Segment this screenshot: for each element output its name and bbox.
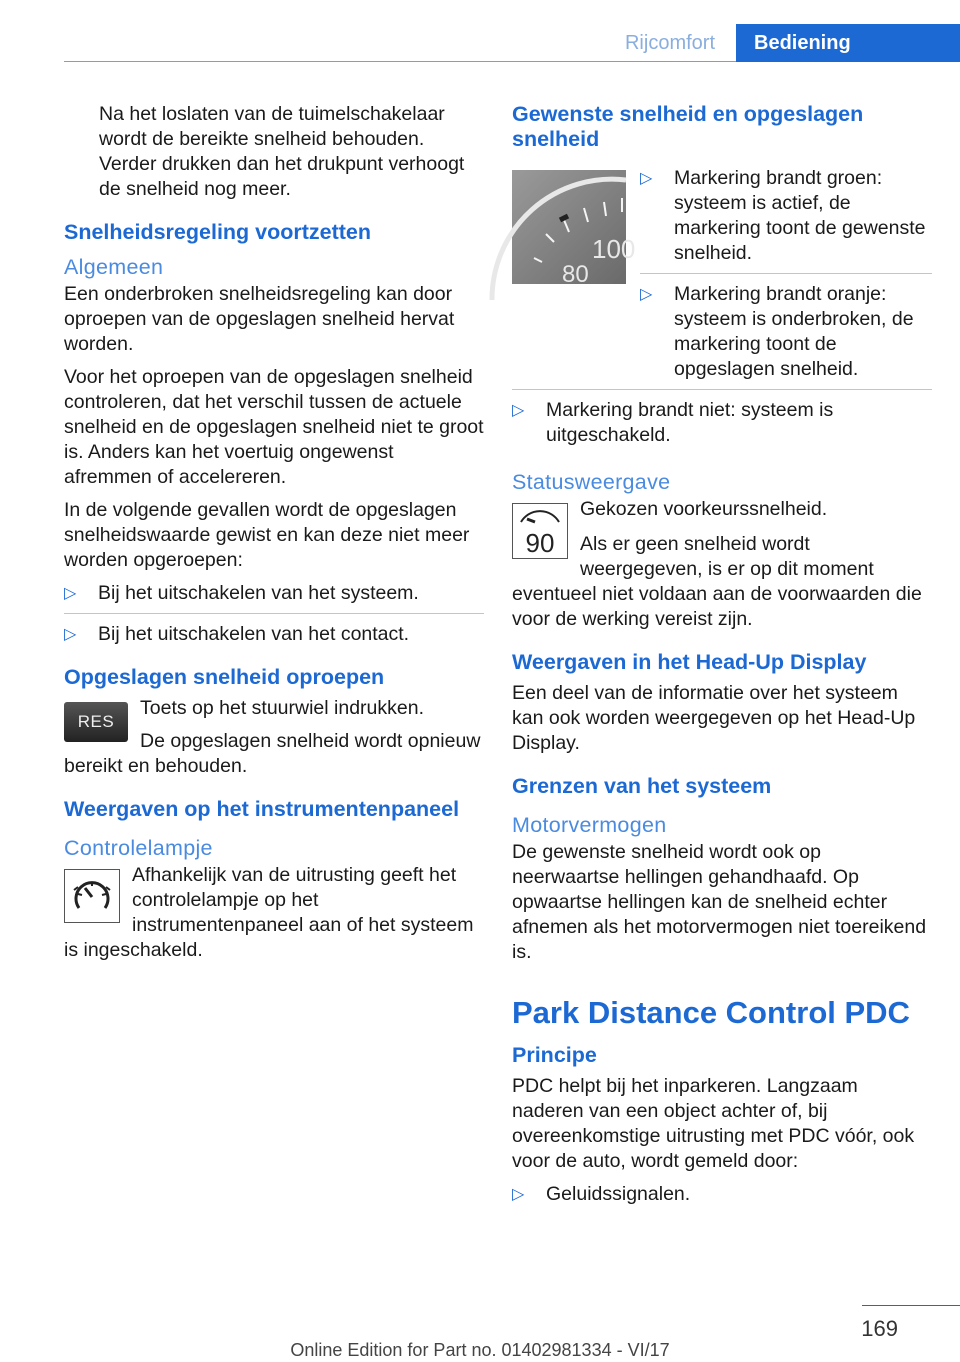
tab-rijcomfort[interactable]: Rijcomfort — [624, 31, 715, 54]
left-column — [64, 102, 484, 971]
gauge-label-80: 80 — [562, 261, 589, 288]
triangle-bullet-icon: ▷ — [640, 286, 653, 303]
list-item: ▷ Bij het uitschakelen van het systeem. — [64, 582, 419, 604]
list-item: ▷ Geluidssignalen. — [512, 1183, 691, 1205]
heading-recall: Opgeslagen snelheid oproepen — [64, 665, 385, 689]
paragraph-4: De opgeslagen snelheid wordt opnieuw bereikt en behouden. — [64, 730, 481, 777]
divider — [640, 273, 932, 274]
gauge-label-100: 100 — [592, 234, 636, 264]
right-column — [512, 102, 932, 1214]
divider — [64, 613, 484, 614]
res-button-icon: RES — [64, 702, 128, 742]
paragraph-1: Een onderbroken snelheidsregeling kan door oproepen van de opgeslagen snelheid hervat worden. — [64, 283, 455, 355]
list-item: ▷ Bij het uitschakelen van het contact. — [64, 623, 410, 645]
tab-bediening[interactable]: Bediening — [736, 24, 960, 62]
heading-display: Weergaven op het instrumentenpaneel — [64, 797, 460, 821]
list-item: ▷ Markering brandt niet: systeem is uitgeschakeld. — [512, 399, 834, 446]
off-list — [512, 398, 932, 448]
footer-rule — [862, 1305, 960, 1306]
triangle-bullet-icon: ▷ — [64, 626, 77, 643]
engine-paragraph: De gewenste snelheid wordt ook op neerwaartse hellingen gehandhaafd. Op opwaartse hellingen kan de snelheid echter afnemen als het motorvermogen niet toereikend is. — [512, 841, 927, 963]
heading-continue: Snelheidsregeling voortzetten — [64, 220, 372, 244]
erase-list — [64, 581, 484, 647]
status-paragraph: Als er geen snelheid wordt weergegeven, is er op dit moment eventueel niet voldaan aan de voorwaarden die voor de werking vereist zijn. — [512, 533, 922, 630]
heading-principle: Principe — [512, 1043, 597, 1067]
status-text: Gekozen voorkeurssnelheid. — [580, 498, 828, 520]
speedometer-gauge-image — [512, 170, 636, 288]
speed-status-icon — [512, 503, 568, 559]
triangle-bullet-icon: ▷ — [512, 402, 525, 419]
status-value: 90 — [525, 528, 555, 558]
lamp-text: Afhankelijk van de uitrusting geeft het controlelampje op het instrumentenpaneel aan of het systeem is ingeschakeld. — [64, 864, 474, 961]
list-item: ▷ Markering brandt groen: systeem is actief, de markering toont de gewenste snelheid. — [640, 167, 926, 264]
triangle-bullet-icon: ▷ — [64, 585, 77, 602]
heading-desired: Gewenste snelheid en opgeslagen snelheid — [512, 102, 864, 151]
triangle-bullet-icon: ▷ — [512, 1186, 525, 1203]
heading-status: Statusweergave — [512, 470, 671, 494]
heading-engine: Motorvermogen — [512, 813, 667, 837]
paragraph-2: Voor het oproepen van de opgeslagen snelheid controleren, dat het verschil tussen de actuele snelheid en de opgeslagen snelheid niet te groot is. Anders kan het voertuig ongewenst afremmen of accelereren. — [64, 366, 484, 488]
marker-list — [640, 166, 932, 382]
pdc-paragraph: PDC helpt bij het inparkeren. Langzaam naderen van een object achter of, bij overeenkomstige uitrusting met PDC vóór, ook voor de auto, wordt gemeld door: — [512, 1075, 915, 1172]
pdc-list — [512, 1182, 932, 1207]
res-row — [64, 696, 484, 731]
edition-footer: Online Edition for Part no. 01402981334 - VI/17 — [290, 1340, 670, 1360]
heading-limits: Grenzen van het systeem — [512, 774, 772, 798]
speedometer-lamp-icon — [64, 869, 120, 923]
heading-lamp: Controlelampje — [64, 836, 213, 860]
heading-hud: Weergaven in het Head-Up Display — [512, 650, 867, 674]
gauge-row — [512, 166, 932, 382]
hud-paragraph: Een deel van de informatie over het systeem kan ook worden weergegeven op het Head-Up Display. — [512, 682, 916, 754]
heading-pdc: Park Distance Control PDC — [512, 995, 910, 1030]
triangle-bullet-icon: ▷ — [640, 170, 653, 187]
intro-paragraph: Na het loslaten van de tuimelschakelaar wordt de bereikte snelheid behouden. Verder drukken dan het drukpunt verhoogt de snelheid nog meer. — [99, 103, 465, 200]
page-number: 169 — [861, 1316, 898, 1341]
status-row — [512, 497, 932, 558]
list-item: ▷ Markering brandt oranje: systeem is onderbroken, de markering toont de opgeslagen snelheid. — [640, 283, 914, 380]
paragraph-3: In de volgende gevallen wordt de opgeslagen snelheidswaarde gewist en kan deze niet meer worden opgeroepen: — [64, 499, 470, 571]
heading-general: Algemeen — [64, 255, 164, 279]
res-text: Toets op het stuurwiel indrukken. — [140, 697, 424, 719]
lamp-row — [64, 863, 484, 963]
divider — [512, 389, 932, 390]
